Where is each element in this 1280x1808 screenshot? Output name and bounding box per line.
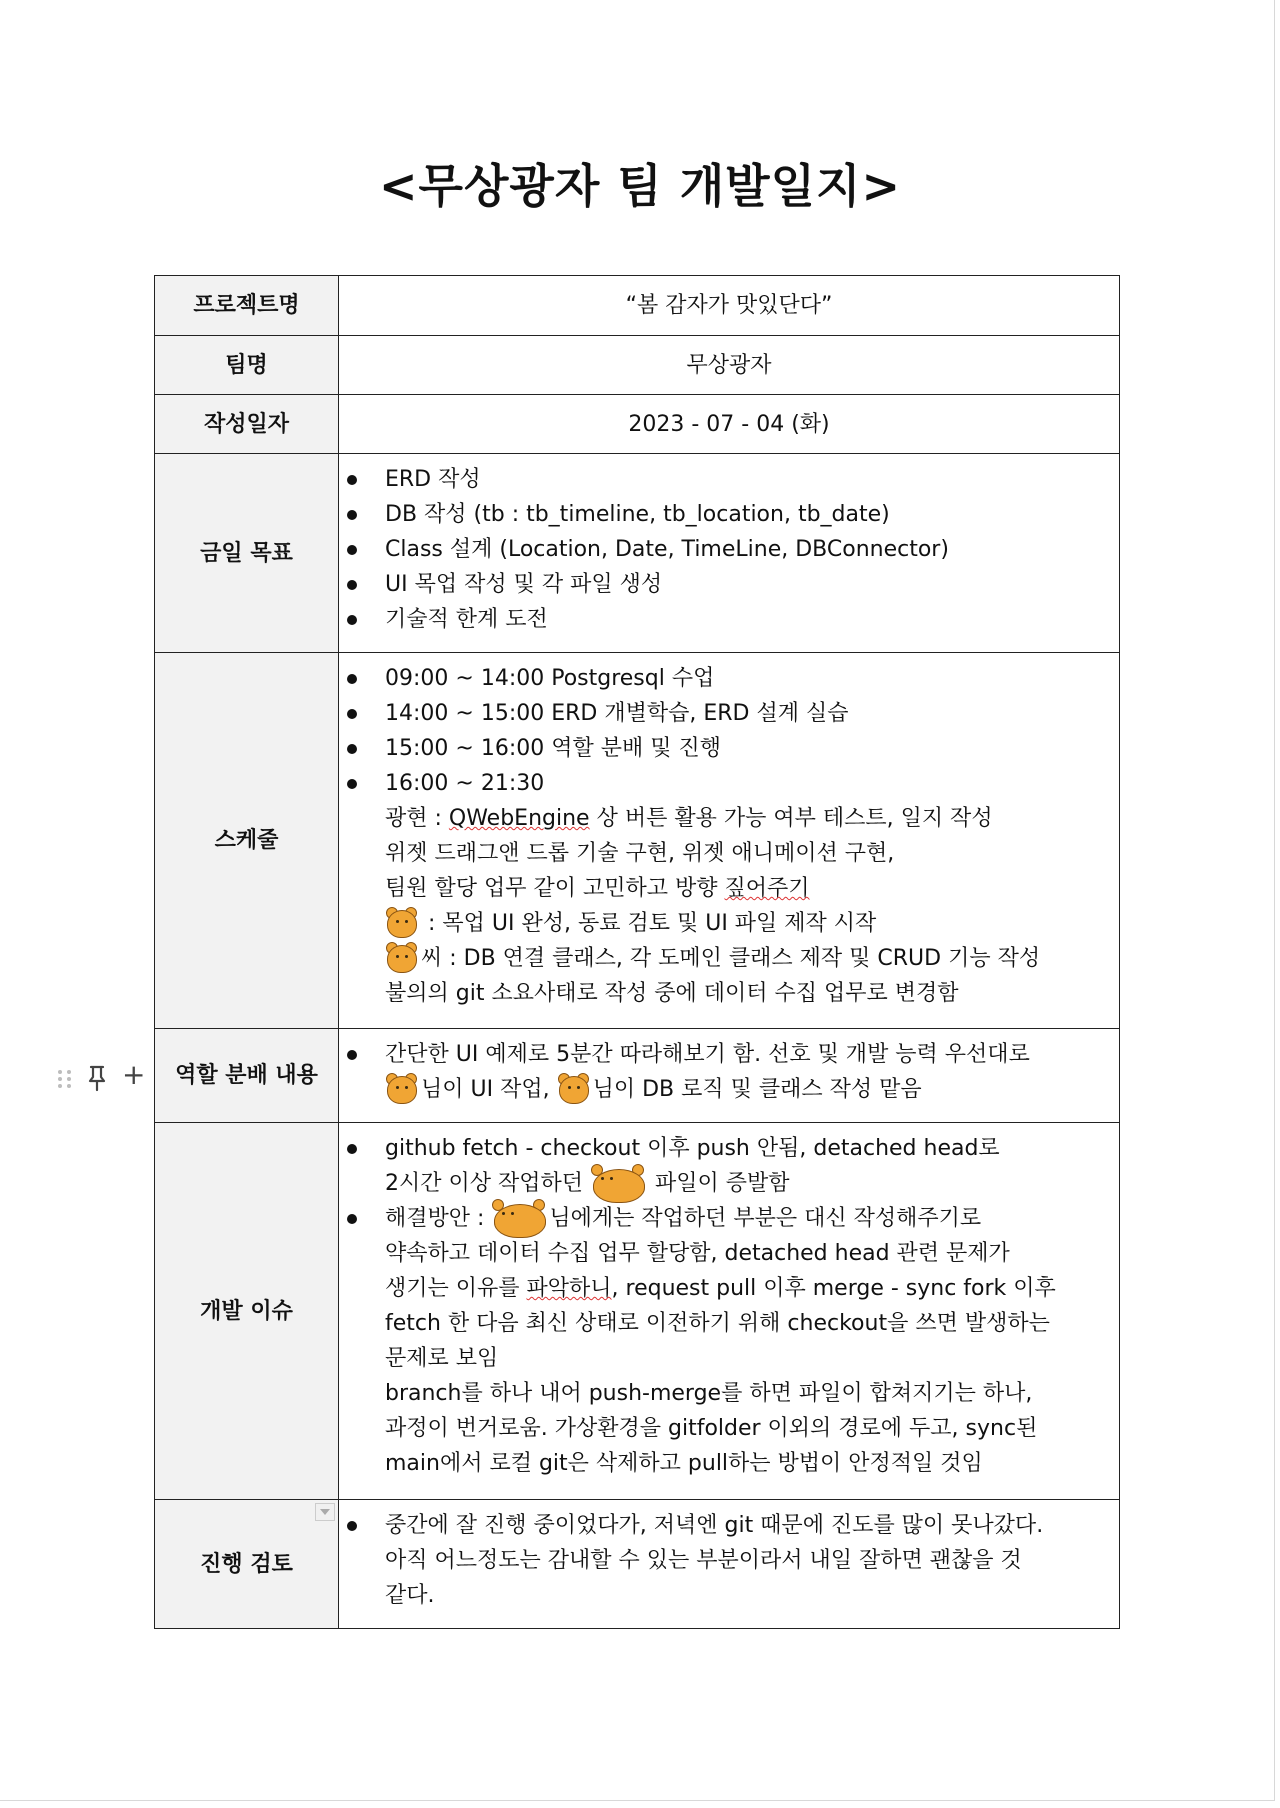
text-span: 2시간 이상 작업하던 (385, 1171, 590, 1196)
issue-line: branch를 하나 내어 push-merge를 하면 파일이 합쳐지기는 하나, (385, 1381, 1033, 1406)
list-item: ERD 작성 (385, 462, 1113, 497)
spellcheck-word[interactable]: 짚어주기 (724, 876, 810, 901)
page-right-edge (1274, 0, 1275, 1800)
bear-sticker-icon (385, 942, 419, 976)
issues-cell[interactable] (339, 1123, 1120, 1500)
list-item: 15:00 ~ 16:00 역할 분배 및 진행 (385, 731, 1113, 766)
text-span: 해결방안 : (385, 1206, 492, 1231)
text-span: 팀원 할당 업무 같이 고민하고 방향 (385, 876, 725, 901)
table-row (155, 276, 1120, 336)
text-span: 광현 : (385, 806, 449, 831)
text-span: 님에게는 작업하던 부분은 대신 작성해주기로 (549, 1206, 982, 1231)
table-row (155, 1123, 1120, 1500)
row-label-roles: 역할 분배 내용 (155, 1029, 339, 1123)
list-item: Class 설계 (Location, Date, TimeLine, DBConnector) (385, 532, 1113, 567)
review-line: 같다. (385, 1583, 435, 1608)
schedule-detail (385, 801, 1113, 1011)
bear-sticker-icon (385, 1073, 419, 1107)
issue-line: github fetch - checkout 이후 push 안됨, detached head로 (385, 1136, 1000, 1161)
text-span: 님이 UI 작업, (421, 1077, 557, 1102)
issue-line (385, 1201, 1113, 1236)
schedule-line (385, 941, 1113, 976)
text-span: , request pull 이후 merge - sync fork 이후 (611, 1276, 1056, 1301)
page-title: <무상광자 팀 개발일지> (378, 159, 902, 213)
schedule-list (339, 661, 1113, 801)
schedule-line (385, 906, 1113, 941)
table-row (155, 1029, 1120, 1123)
issue-line: 문제로 보임 (385, 1346, 499, 1371)
row-label-project: 프로젝트명 (155, 276, 339, 336)
drag-handle-icon[interactable] (58, 1068, 72, 1090)
table-row (155, 336, 1120, 395)
text-span: : 목업 UI 완성, 동료 검토 및 UI 파일 제작 시작 (421, 911, 877, 936)
team-name-value[interactable]: 무상광자 (339, 336, 1120, 395)
table-row (155, 395, 1120, 454)
schedule-line (385, 871, 1113, 906)
bear-sticker-icon (590, 1164, 646, 1204)
list-item (385, 1131, 1113, 1201)
row-label-date: 작성일자 (155, 395, 339, 454)
list-item (385, 1508, 1113, 1613)
issue-line: 과정이 번거로움. 가상환경을 gitfolder 이외의 경로에 두고, sync된 (385, 1416, 1038, 1441)
goals-list (339, 462, 1113, 637)
list-item: 기술적 한계 도전 (385, 602, 1113, 637)
row-label-goals: 금일 목표 (155, 454, 339, 653)
list-item: DB 작성 (tb : tb_timeline, tb_location, tb_date) (385, 497, 1113, 532)
review-label-text: 진행 검토 (200, 1551, 293, 1577)
table-row (155, 454, 1120, 653)
text-span: 상 버튼 활용 가능 여부 테스트, 일지 작성 (589, 806, 993, 831)
page-bottom-edge (0, 1800, 1275, 1801)
list-item: 16:00 ~ 21:30 (385, 766, 1113, 801)
list-item: 09:00 ~ 14:00 Postgresql 수업 (385, 661, 1113, 696)
list-item: UI 목업 작성 및 각 파일 생성 (385, 567, 1113, 602)
cell-dropdown-icon[interactable] (315, 1503, 335, 1521)
table-row (155, 1500, 1120, 1629)
table-row (155, 653, 1120, 1029)
date-value[interactable]: 2023 - 07 - 04 (화) (339, 395, 1120, 454)
issues-list (339, 1131, 1113, 1481)
issue-line: fetch 한 다음 최신 상태로 이전하기 위해 checkout을 쓰면 발생하는 (385, 1311, 1050, 1336)
roles-list (339, 1037, 1113, 1072)
roles-cell[interactable] (339, 1029, 1120, 1123)
spellcheck-word[interactable]: 파악하니 (526, 1276, 612, 1301)
add-block-button[interactable]: + (122, 1058, 146, 1091)
issue-line: 약속하고 데이터 수집 업무 할당함, detached head 관련 문제가 (385, 1241, 1010, 1266)
schedule-line: 불의의 git 소요사태로 작성 중에 데이터 수집 업무로 변경함 (385, 981, 959, 1006)
bear-sticker-icon (557, 1073, 591, 1107)
spellcheck-word[interactable]: QWebEngine (448, 806, 590, 831)
goals-cell[interactable] (339, 454, 1120, 653)
issue-line: main에서 로컬 git은 삭제하고 pull하는 방법이 안정적일 것임 (385, 1451, 983, 1476)
list-item (385, 1201, 1113, 1481)
list-item: 14:00 ~ 15:00 ERD 개별학습, ERD 설계 실습 (385, 696, 1113, 731)
schedule-line (385, 801, 1113, 836)
issue-line (385, 1271, 1113, 1306)
text-span: 님이 DB 로직 및 클래스 작성 맡음 (592, 1077, 922, 1102)
bear-sticker-icon (385, 907, 419, 941)
row-label-issues: 개발 이슈 (155, 1123, 339, 1500)
row-label-review (155, 1500, 339, 1629)
row-label-team: 팀명 (155, 336, 339, 395)
project-name-value[interactable]: “봄 감자가 맛있단다” (339, 276, 1120, 336)
issue-line (385, 1166, 1113, 1201)
schedule-line: 위젯 드래그앤 드롭 기술 구현, 위젯 애니메이션 구현, (385, 841, 895, 866)
text-span: 생기는 이유를 (385, 1276, 527, 1301)
review-line: 중간에 잘 진행 중이었다가, 저녁엔 git 때문에 진도를 많이 못나갔다. (385, 1513, 1044, 1538)
text-span: 씨 : DB 연결 클래스, 각 도메인 클래스 제작 및 CRUD 기능 작성 (421, 946, 1041, 971)
list-item: 간단한 UI 예제로 5분간 따라해보기 함. 선호 및 개발 능력 우선대로 (385, 1037, 1113, 1072)
review-list (339, 1508, 1113, 1613)
row-label-schedule: 스케줄 (155, 653, 339, 1029)
text-span: 파일이 증발함 (648, 1171, 790, 1196)
review-line: 아직 어느정도는 감내할 수 있는 부분이라서 내일 잘하면 괜찮을 것 (385, 1548, 1022, 1573)
schedule-cell[interactable] (339, 653, 1120, 1029)
pin-icon[interactable] (86, 1064, 108, 1092)
roles-line (385, 1072, 1113, 1107)
review-cell[interactable] (339, 1500, 1120, 1629)
dev-log-table (154, 275, 1120, 1629)
bear-sticker-icon (491, 1199, 547, 1239)
